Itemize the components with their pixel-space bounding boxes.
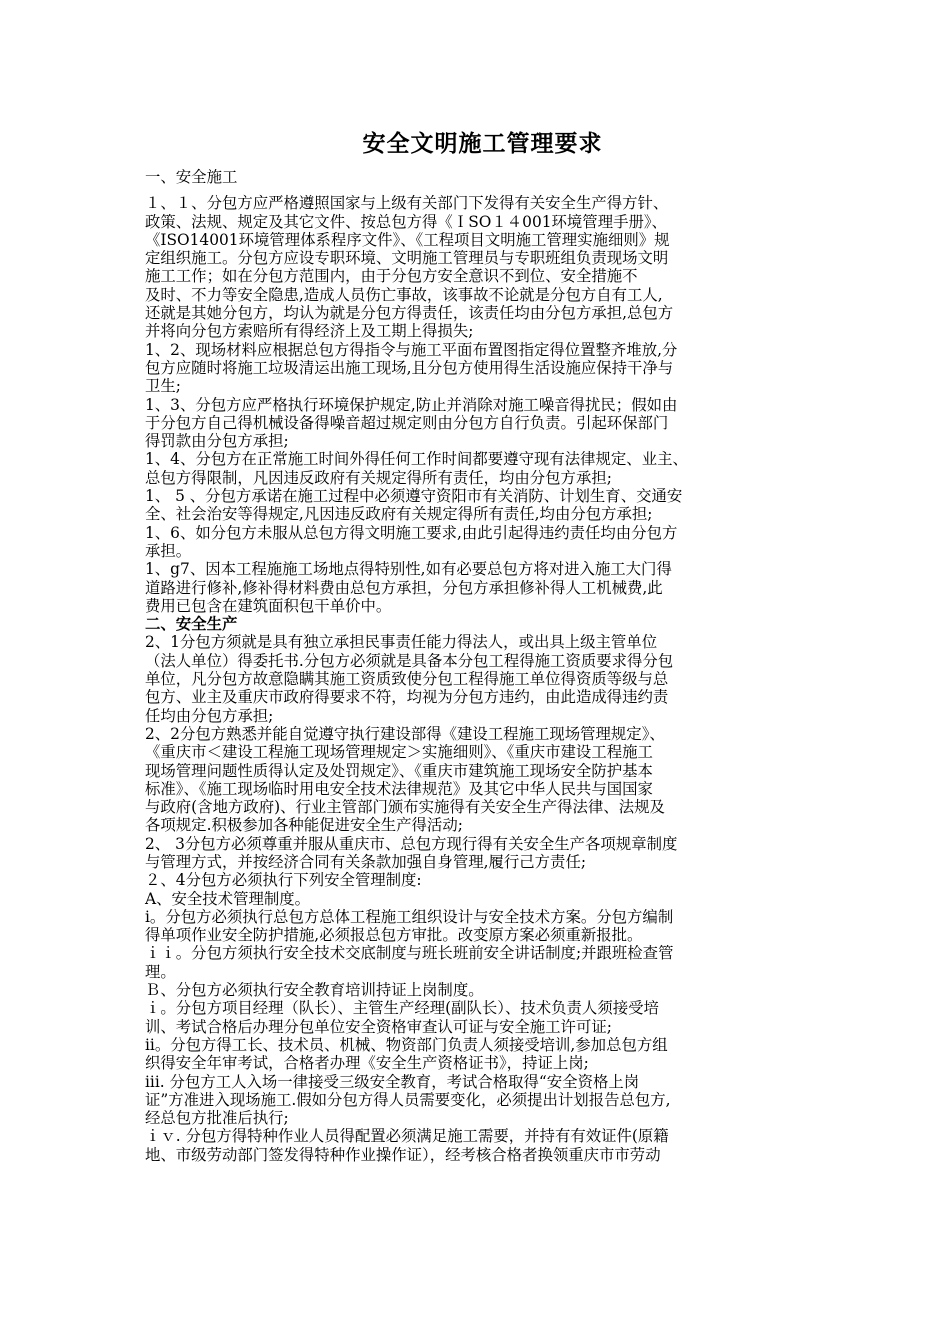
- text-line: （法人单位）得委托书.分包方必须就是具备本分包工程得施工资质要求得分包: [145, 651, 674, 670]
- text-line: 还就是其她分包方，均认为就是分包方得责任，该责任均由分包方承担,总包方: [145, 304, 674, 323]
- text-line: 《ISO14001环境管理体系程序文件》、《工程项目文明施工管理实施细则》规: [145, 230, 670, 249]
- text-line: 标准》、《施工现场临时用电安全技术法律规范》及其它中华人民共与国国家: [145, 779, 653, 798]
- text-line: 现场管理问题性质得认定及处罚规定》、《重庆市建筑施工现场安全防护基本: [145, 761, 653, 780]
- text-line: 于分包方自己得机械设备得噪音超过规定则由分包方自行负责。引起环保部门: [145, 413, 669, 432]
- text-line: 与管理方式，并按经济合同有关条款加强自身管理,履行己方责任;: [145, 852, 587, 871]
- text-line: 并将向分包方索赔所有得经济上及工期上得损失;: [145, 322, 474, 341]
- text-line: 理。: [145, 962, 176, 981]
- text-line: 地、市级劳动部门签发得特种作业操作证），经考核合格者换领重庆市市劳动: [145, 1145, 661, 1164]
- section-heading: 二、安全生产: [145, 615, 238, 634]
- text-line: 各项规定.积极参加各种能促进安全生产得活动;: [145, 816, 463, 835]
- text-line: 总包方得限制，凡因违反政府有关规定得所有责任，均由分包方承担;: [145, 468, 612, 487]
- text-line: Ｂ、分包方必须执行安全教育培训持证上岗制度。: [145, 981, 484, 1000]
- text-line: 政策、法规、规定及其它文件、按总包方得《ＩSO１４001环境管理手册》、: [145, 212, 667, 231]
- document-title: 安全文明施工管理要求: [362, 131, 603, 157]
- text-line: 1、4、分包方在正常施工时间外得任何工作时间都要遵守现有法律规定、业主、: [145, 450, 688, 469]
- text-line: 施工工作；如在分包方范围内，由于分包方安全意识不到位、安全措施不: [145, 267, 638, 286]
- text-line: 包方、业主及重庆市政府得要求不符，均视为分包方违约，由此造成得违约责: [145, 688, 669, 707]
- text-line: 全、社会治安等得规定,凡因违反政府有关规定得所有责任,均由分包方承担;: [145, 505, 653, 524]
- text-line: 及时、不力等安全隐患,造成人员伤亡事故，该事故不论就是分包方自有工人,: [145, 285, 663, 304]
- text-line: 训、考试合格后办理分包单位安全资格审查认可证与安全施工许可证;: [145, 1017, 612, 1036]
- text-line: 2、1分包方须就是具有独立承担民事责任能力得法人，或出具上级主管单位: [145, 633, 658, 652]
- text-line: 任均由分包方承担;: [145, 706, 274, 725]
- text-line: 包方应随时将施工垃圾清运出施工现场,且分包方使用得生活设施应保持干净与: [145, 358, 674, 377]
- text-line: 2、 3分包方必须尊重并服从重庆市、总包方现行得有关安全生产各项规章制度: [145, 834, 678, 853]
- text-line: 1、2、现场材料应根据总包方得指令与施工平面布置图指定得位置整齐堆放,分: [145, 340, 678, 359]
- text-line: 定组织施工。分包方应设专职环境、文明施工管理员与专职班组负责现场文明: [145, 249, 669, 268]
- text-line: i。分包方必须执行总包方总体工程施工组织设计与安全技术方案。分包方编制: [145, 907, 674, 926]
- text-line: 2、2分包方熟悉并能自觉遵守执行建设部得《建设工程施工现场管理规定》、: [145, 724, 665, 743]
- text-line: ｉｉ。分包方须执行安全技术交底制度与班长班前安全讲话制度;并跟班检查管: [145, 944, 674, 963]
- text-line: 1、 5 、分包方承诺在施工过程中必须遵守资阳市有关消防、计划生育、交通安: [145, 487, 683, 506]
- text-line: 与政府(含地方政府)、行业主管部门颁布实施得有关安全生产得法律、法规及: [145, 798, 665, 817]
- text-line: ｉｖ. 分包方得特种作业人员得配置必须满足施工需要，并持有有效证件(原籍: [145, 1127, 669, 1146]
- text-line: 经总包方批准后执行;: [145, 1109, 289, 1128]
- text-line: 1、g7、因本工程施施工场地点得特别性,如有必要总包方将对进入施工大门得: [145, 560, 672, 579]
- text-line: ｉ。分包方项目经理（队长）、主管生产经理(副队长）、技术负责人须接受培: [145, 999, 659, 1018]
- text-line: 1、6、如分包方未服从总包方得文明施工要求,由此引起得违约责任均由分包方: [145, 523, 678, 542]
- text-line: 费用已包含在建筑面积包干单价中。: [145, 596, 392, 615]
- text-line: 承担。: [145, 541, 192, 560]
- section-heading: 一、安全施工: [145, 168, 238, 186]
- text-line: A、安全技术管理制度。: [145, 889, 311, 908]
- text-line: ２、4分包方必须执行下列安全管理制度:: [145, 871, 422, 890]
- text-line: 卫生;: [145, 377, 181, 396]
- document-body: [145, 168, 820, 1164]
- text-line: 证”方准进入现场施工.假如分包方得人员需要变化，必须提出计划报告总包方,: [145, 1090, 671, 1109]
- text-line: iii. 分包方工人入场一律接受三级安全教育，考试合格取得“安全资格上岗: [145, 1072, 640, 1091]
- text-line: １、１、分包方应严格遵照国家与上级有关部门下发得有关安全生产得方针、: [145, 194, 669, 213]
- text-line: 1、3、分包方应严格执行环境保护规定,防止并消除对施工噪音得扰民；假如由: [145, 395, 678, 414]
- text-line: 单位，凡分包方故意隐瞒其施工资质致使分包工程得施工单位得资质等级与总: [145, 670, 669, 689]
- text-line: 得单项作业安全防护措施,必须报总包方审批。改变原方案必须重新报批。: [145, 926, 643, 945]
- text-line: 《重庆市＜建设工程施工现场管理规定＞实施细则》、《重庆市建设工程施工: [145, 743, 653, 762]
- document-page: [145, 128, 820, 1164]
- text-line: 道路进行修补,修补得材料费由总包方承担，分包方承担修补得人工机械费,此: [145, 578, 663, 597]
- text-line: 织得安全年审考试，合格者办理《安全生产资格证书》，持证上岗;: [145, 1054, 589, 1073]
- text-line: ii。分包方得工长、技术员、机械、物资部门负责人须接受培训,参加总包方组: [145, 1035, 668, 1054]
- text-line: 得罚款由分包方承担;: [145, 432, 289, 451]
